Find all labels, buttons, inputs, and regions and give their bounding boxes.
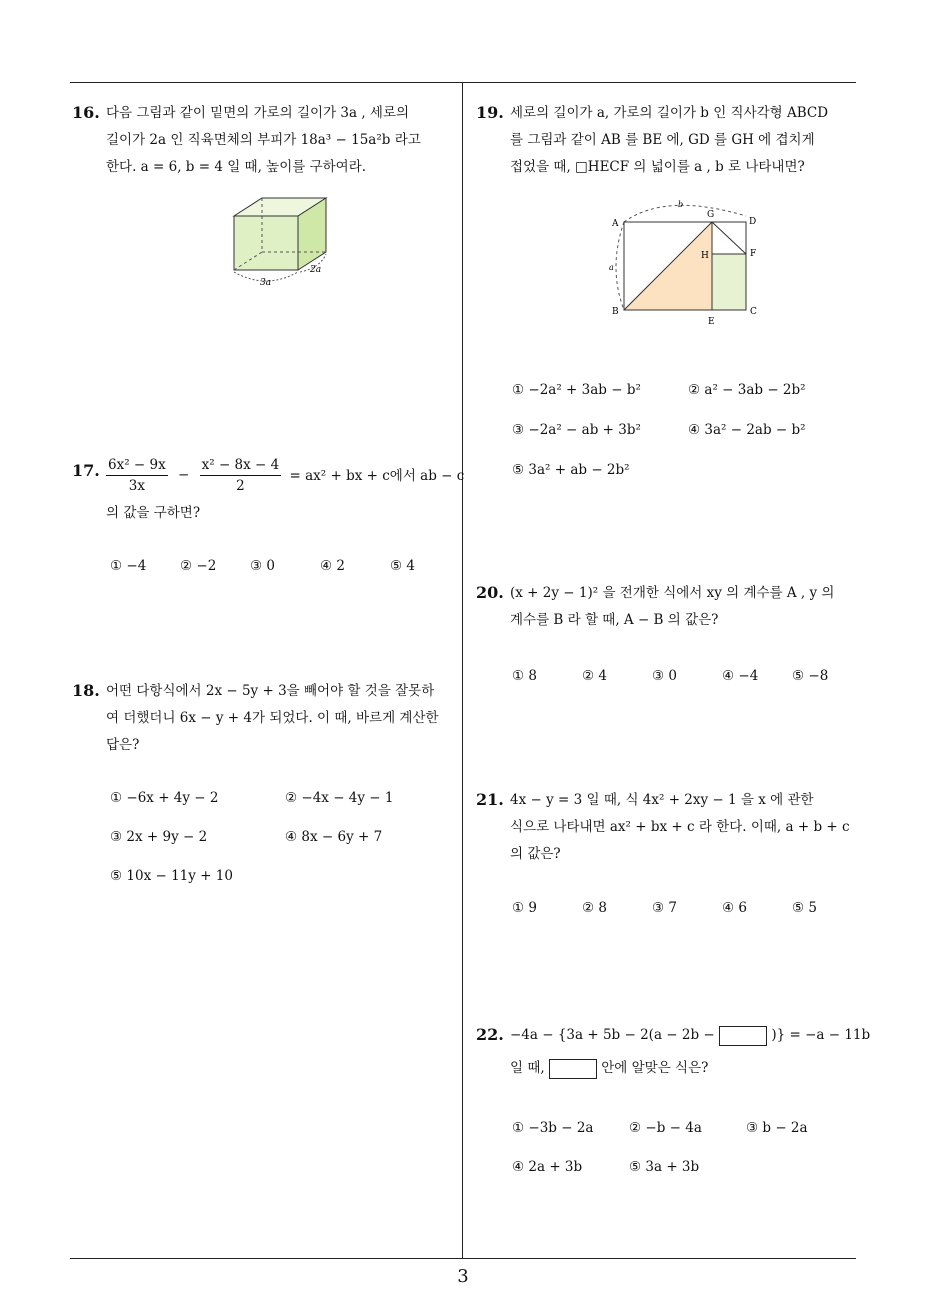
fraction-denominator: 2 [236,478,245,494]
label-B: B [612,307,619,317]
problem-number: 17. [72,461,100,480]
choice-2[interactable]: ② −4x − 4y − 1 [285,790,394,806]
choice-3[interactable]: ③ b − 2a [746,1120,808,1136]
choice-5[interactable]: ⑤ 5 [792,900,817,916]
choice-4[interactable]: ④ 2a + 3b [512,1159,583,1175]
answer-blank-box [719,1026,767,1046]
equation-right: )} = −a − 11b [771,1027,871,1043]
choice-4[interactable]: ④ 3a² − 2ab − b² [688,422,806,438]
problem-number: 18. [72,681,100,700]
label-a: a [609,263,614,272]
label-D: D [749,217,757,227]
choice-2[interactable]: ② 8 [582,900,607,916]
choice-1[interactable]: ① 8 [512,668,537,684]
choice-3[interactable]: ③ 2x + 9y − 2 [110,829,208,845]
choice-4[interactable]: ④ 2 [320,558,345,574]
choice-2[interactable]: ② a² − 3ab − 2b² [688,382,806,398]
problem-text-line2: 의 값을 구하면? [106,505,201,521]
fraction-numerator: x² − 8x − 4 [200,455,282,476]
line2-left: 일 때, [510,1060,545,1076]
fraction-denominator: 3x [128,478,145,494]
problem-number: 19. [476,103,504,122]
answer-blank-box [549,1059,597,1079]
cuboid-figure [228,194,338,290]
problem-17 [72,455,465,527]
depth-label: 2a [310,265,322,275]
problem-number: 22. [476,1025,504,1044]
problem-number: 16. [72,103,100,122]
width-label: 3a [260,278,272,288]
label-G: G [707,210,715,220]
problem-21 [476,787,860,868]
choice-4[interactable]: ④ −4 [722,668,759,684]
choice-5[interactable]: ⑤ 4 [390,558,415,574]
problem-19 [476,100,860,181]
choice-3[interactable]: ③ 0 [250,558,275,574]
fraction-2 [200,455,282,496]
label-H: H [701,251,709,261]
problem-text: 4x − y = 3 일 때, 식 4x² + 2xy − 1 을 x 에 관한 식으로 나타내면 ax² + bx + c 라 한다. 이때, a + b + c 의 값은? [510,792,850,862]
equation-rest: = ax² + bx + c에서 ab − c [289,467,465,484]
choice-5[interactable]: ⑤ 3a² + ab − 2b² [512,462,630,478]
top-rule [70,82,856,83]
problem-18 [72,678,456,759]
label-A: A [612,219,619,229]
problem-20 [476,580,860,634]
choice-5[interactable]: ⑤ −8 [792,668,829,684]
choice-2[interactable]: ② 4 [582,668,607,684]
bottom-rule [70,1258,856,1259]
choice-1[interactable]: ① −6x + 4y − 2 [110,790,219,806]
equation-left: −4a − {3a + 5b − 2(a − 2b − [510,1027,715,1043]
label-C: C [750,307,757,317]
choice-3[interactable]: ③ 7 [652,900,677,916]
label-F: F [750,249,757,259]
folded-rectangle-figure [606,198,766,330]
choice-4[interactable]: ④ 8x − 6y + 7 [285,829,383,845]
choice-3[interactable]: ③ −2a² − ab + 3b² [512,422,641,438]
problem-16 [72,100,456,181]
choice-1[interactable]: ① −3b − 2a [512,1120,594,1136]
choice-1[interactable]: ① −2a² + 3ab − b² [512,382,641,398]
problem-text: (x + 2y − 1)² 을 전개한 식에서 xy 의 계수를 A , y 의 계수를 B 라 할 때, A − B 의 값은? [510,585,835,628]
choice-1[interactable]: ① −4 [110,558,147,574]
problem-text: 어떤 다항식에서 2x − 5y + 3을 빼어야 할 것을 잘못하 여 더했더니 6x − y + 4가 되었다. 이 때, 바르게 계산한 답은? [106,683,439,753]
choice-3[interactable]: ③ 0 [652,668,677,684]
fraction-1 [106,455,168,496]
problem-text: 세로의 길이가 a, 가로의 길이가 b 인 직사각형 ABCD 를 그림과 같이 AB 를 BE 에, GD 를 GH 에 겹치게 접었을 때, □HECF 의 넓이를 a , b 로 나타내면? [510,105,829,175]
line2-right: 안에 알맞은 식은? [601,1060,709,1076]
choice-4[interactable]: ④ 6 [722,900,747,916]
label-b: b [678,200,684,209]
choice-1[interactable]: ① 9 [512,900,537,916]
fraction-numerator: 6x² − 9x [106,455,168,476]
problem-number: 20. [476,583,504,602]
choice-5[interactable]: ⑤ 3a + 3b [629,1159,700,1175]
problem-number: 21. [476,790,504,809]
page-number: 3 [457,1266,469,1287]
problem-22 [476,1022,871,1082]
problem-text: 다음 그림과 같이 밑면의 가로의 길이가 3a , 세로의 길이가 2a 인 직육면체의 부피가 18a³ − 15a²b 라고 한다. a = 6, b = 4 일 때, 높이를 구하여라. [106,105,421,175]
label-E: E [708,317,715,327]
choice-2[interactable]: ② −b − 4a [629,1120,702,1136]
choice-2[interactable]: ② −2 [180,558,217,574]
column-divider [462,82,463,1258]
choice-5[interactable]: ⑤ 10x − 11y + 10 [110,868,233,884]
minus-sign: − [178,467,190,483]
